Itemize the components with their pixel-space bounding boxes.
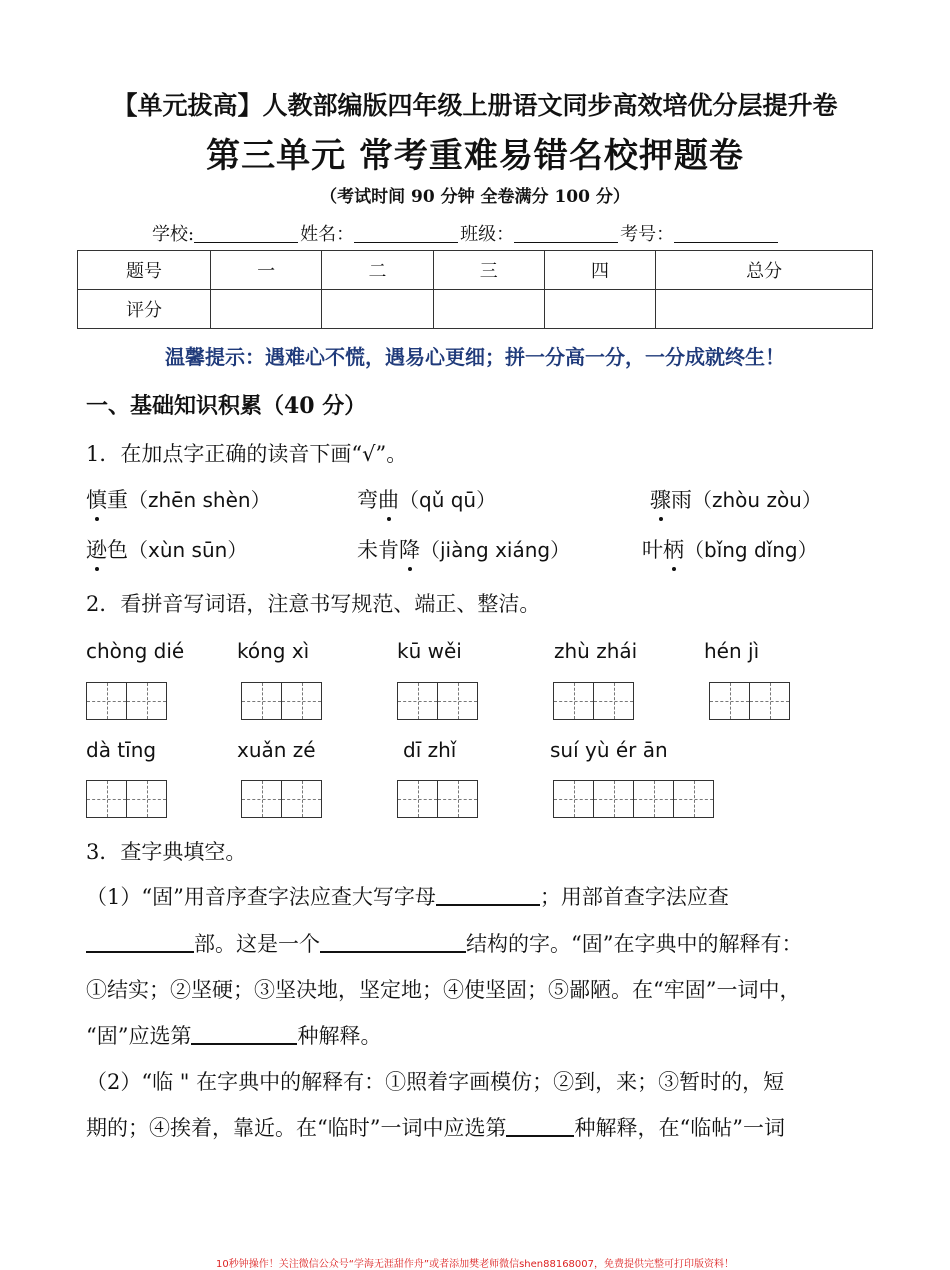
- writing-grid[interactable]: [553, 682, 633, 720]
- number-blank[interactable]: [674, 224, 778, 243]
- score-cell[interactable]: [322, 290, 433, 329]
- q3-part1-line2: [86, 928, 802, 958]
- writing-grid[interactable]: [241, 682, 321, 720]
- score-header-cell: 题号: [78, 251, 211, 290]
- score-cell[interactable]: [211, 290, 322, 329]
- q1-item-post: 雨: [671, 488, 692, 512]
- q1-item-options[interactable]: （xùn sūn）: [128, 538, 248, 562]
- class-blank[interactable]: [514, 224, 618, 243]
- q3-text: （1）“固”用音序查字法应查大写字母: [86, 885, 436, 909]
- answer-blank[interactable]: [436, 884, 540, 906]
- writing-cell[interactable]: [633, 780, 674, 818]
- q1-item-options[interactable]: （zhòu zòu）: [692, 488, 822, 512]
- q3-part2-line2: [86, 1112, 785, 1142]
- writing-cell[interactable]: [553, 682, 594, 720]
- writing-cell[interactable]: [126, 682, 167, 720]
- q3-text: 部。这是一个: [194, 932, 320, 956]
- q1-item-dotted-char: 慎: [86, 484, 107, 514]
- student-info: [152, 220, 780, 246]
- writing-cell[interactable]: [281, 780, 322, 818]
- answer-blank[interactable]: [506, 1115, 574, 1137]
- q1-item: [86, 484, 271, 514]
- score-header-cell: 一: [211, 251, 322, 290]
- writing-cell[interactable]: [86, 682, 127, 720]
- q1-item-options[interactable]: （jiàng xiáng）: [420, 538, 571, 562]
- score-header-cell: 三: [433, 251, 544, 290]
- q2-prompt: 2．看拼音写词语，注意书写规范、端正、整洁。: [86, 592, 541, 616]
- q1-item-pre: 弯: [357, 488, 378, 512]
- writing-grid[interactable]: [397, 682, 477, 720]
- score-cell[interactable]: [656, 290, 873, 329]
- score-header-cell: 总分: [656, 251, 873, 290]
- name-label: 姓名：: [300, 224, 355, 245]
- q2-pinyin: xuǎn zé: [237, 738, 316, 762]
- q1-item: [650, 484, 822, 514]
- q1-item-post: 色: [107, 538, 128, 562]
- exam-subtitle: （考试时间 90 分钟 全卷满分 100 分）: [320, 187, 630, 207]
- school-label: 学校:: [152, 224, 195, 245]
- writing-cell[interactable]: [437, 682, 478, 720]
- q1-item-dotted-char: 柄: [663, 534, 684, 564]
- q3-text: ；用部首查字法应查: [539, 885, 729, 909]
- score-table-header-row: [78, 251, 873, 290]
- writing-grid[interactable]: [86, 682, 166, 720]
- writing-cell[interactable]: [241, 682, 282, 720]
- series-title: 【单元拔高】人教部编版四年级上册语文同步高效培优分层提升卷: [112, 91, 838, 120]
- q1-item: [357, 484, 496, 514]
- q1-item-options[interactable]: （zhēn shèn）: [128, 488, 271, 512]
- warm-tip: 温馨提示：遇难心不慌，遇易心更细；拼一分高一分，一分成就终生！: [165, 345, 785, 369]
- writing-cell[interactable]: [749, 682, 790, 720]
- score-table-score-row: [78, 290, 873, 329]
- q1-item: [357, 534, 570, 564]
- writing-grid[interactable]: [241, 780, 321, 818]
- writing-cell[interactable]: [281, 682, 322, 720]
- q1-item-pre: 未肯: [357, 538, 399, 562]
- score-row-label: 评分: [78, 290, 211, 329]
- q2-pinyin: kū wěi: [397, 639, 462, 663]
- writing-cell[interactable]: [126, 780, 167, 818]
- q3-prompt: 3．查字典填空。: [86, 840, 247, 864]
- writing-cell[interactable]: [673, 780, 714, 818]
- q2-pinyin: dà tīng: [86, 738, 157, 762]
- answer-blank[interactable]: [86, 931, 194, 953]
- score-table: [77, 250, 873, 329]
- score-header-cell: 四: [544, 251, 655, 290]
- q2-pinyin: zhù zhái: [554, 639, 638, 663]
- exam-title: 第三单元 常考重难易错名校押题卷: [206, 136, 744, 176]
- number-label: 考号：: [620, 224, 675, 245]
- q1-item: [642, 534, 818, 564]
- writing-cell[interactable]: [553, 780, 594, 818]
- q1-item-dotted-char: 降: [399, 534, 420, 564]
- q1-item-dotted-char: 骤: [650, 484, 671, 514]
- footer-note: 10秒钟操作！关注微信公众号“学海无涯甜作舟”或者添加樊老师微信shen88168007，免费提供完整可打印版资料！: [215, 1259, 735, 1270]
- writing-cell[interactable]: [397, 682, 438, 720]
- q3-text: 种解释，在“临帖”一词: [574, 1116, 785, 1140]
- name-blank[interactable]: [354, 224, 458, 243]
- q1-item-options[interactable]: （bǐng dǐng）: [684, 538, 818, 562]
- q2-pinyin: dī zhǐ: [403, 738, 457, 762]
- writing-cell[interactable]: [593, 780, 634, 818]
- q3-part1-line4: [86, 1020, 381, 1050]
- writing-grid[interactable]: [397, 780, 477, 818]
- writing-grid[interactable]: [86, 780, 166, 818]
- q2-pinyin: suí yù ér ān: [550, 738, 668, 762]
- q3-part2-line1: （2）“临 " 在字典中的解释有：①照着字画模仿；②到，来；③暂时的，短: [86, 1070, 785, 1094]
- q3-part1-line1: [86, 881, 729, 911]
- writing-cell[interactable]: [397, 780, 438, 818]
- writing-cell[interactable]: [593, 682, 634, 720]
- q3-part1-line3: ①结实；②坚硬；③坚决地，坚定地；④使坚固；⑤鄙陋。在“牢固”一词中，: [86, 978, 801, 1002]
- writing-cell[interactable]: [86, 780, 127, 818]
- score-cell[interactable]: [433, 290, 544, 329]
- writing-cell[interactable]: [709, 682, 750, 720]
- q1-item-options[interactable]: （qǔ qū）: [399, 488, 497, 512]
- writing-grid[interactable]: [709, 682, 789, 720]
- q3-text: “固”应选第: [86, 1024, 192, 1048]
- class-label: 班级：: [460, 224, 515, 245]
- writing-grid[interactable]: [553, 780, 713, 818]
- writing-cell[interactable]: [241, 780, 282, 818]
- q1-item: [86, 534, 247, 564]
- q1-item-pre: 叶: [642, 538, 663, 562]
- q2-pinyin: kóng xì: [237, 639, 310, 663]
- score-cell[interactable]: [544, 290, 655, 329]
- q2-pinyin: chòng dié: [86, 639, 185, 663]
- answer-blank[interactable]: [320, 931, 466, 953]
- q1-item-dotted-char: 曲: [378, 484, 399, 514]
- q1-item-post: 重: [107, 488, 128, 512]
- writing-cell[interactable]: [437, 780, 478, 818]
- q3-text: 期的；④挨着，靠近。在“临时”一词中应选第: [86, 1116, 507, 1140]
- q1-item-dotted-char: 逊: [86, 534, 107, 564]
- q2-pinyin: hén jì: [704, 639, 760, 663]
- answer-blank[interactable]: [191, 1023, 297, 1045]
- section-title: 一、基础知识积累（40 分）: [86, 393, 367, 419]
- q3-text: 结构的字。“固”在字典中的解释有：: [466, 932, 803, 956]
- school-blank[interactable]: [194, 224, 298, 243]
- score-header-cell: 二: [322, 251, 433, 290]
- q1-prompt: 1．在加点字正确的读音下画“√”。: [86, 442, 408, 466]
- q3-text: 种解释。: [297, 1024, 382, 1048]
